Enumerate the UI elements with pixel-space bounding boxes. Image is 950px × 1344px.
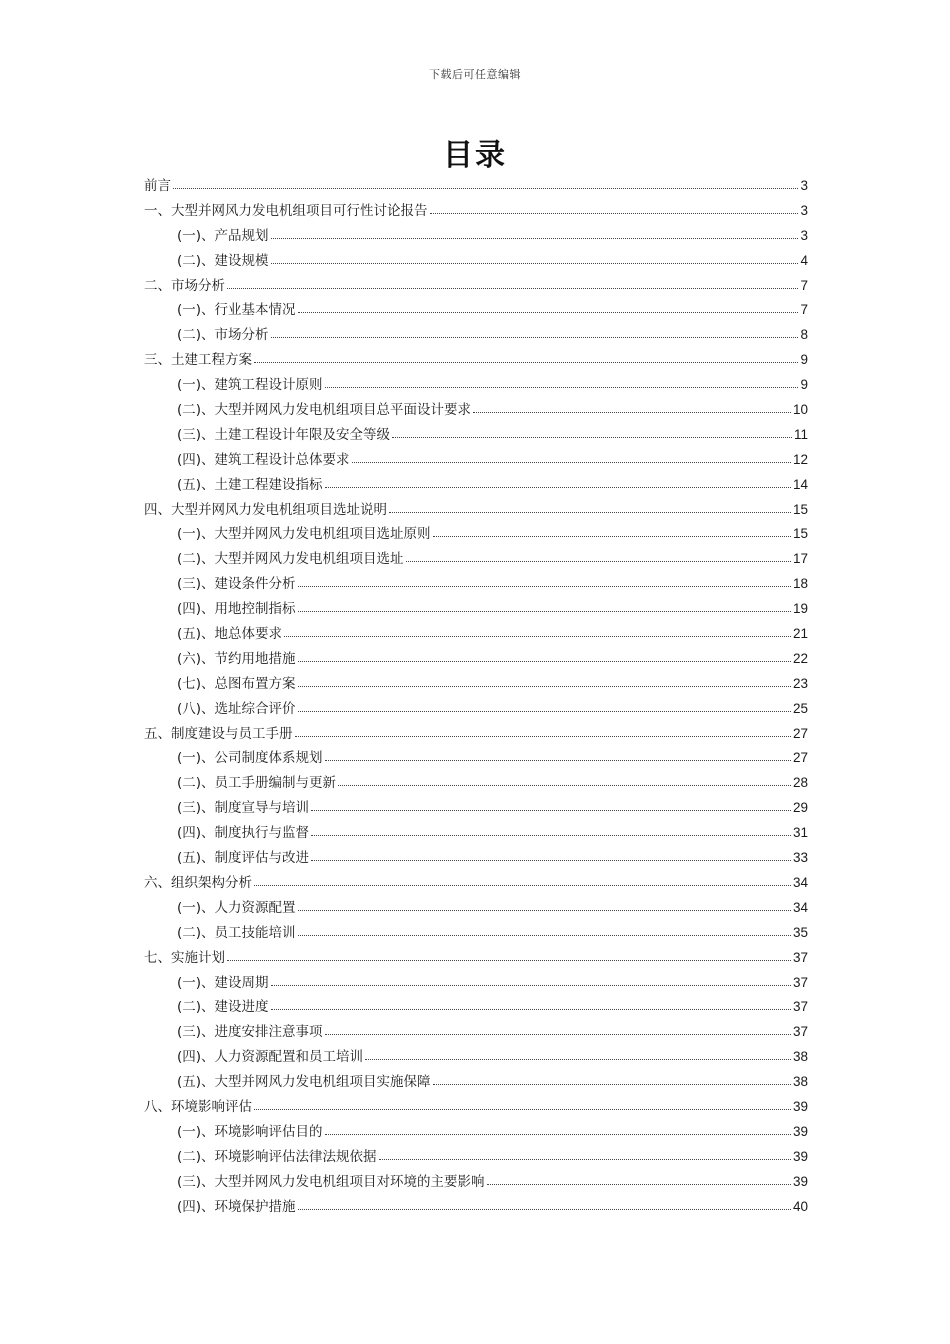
toc-entry-page: 14 bbox=[792, 476, 808, 492]
toc-entry-label: (四)、人力资源配置和员工培训 bbox=[177, 1049, 364, 1066]
toc-entry[interactable] bbox=[144, 348, 808, 373]
toc-entry-page: 19 bbox=[792, 601, 808, 617]
toc-entry-page: 23 bbox=[792, 675, 808, 691]
toc-entry-label: (二)、市场分析 bbox=[177, 327, 269, 344]
toc-entry-label: (三)、土建工程设计年限及安全等级 bbox=[177, 426, 391, 443]
toc-entry-page: 9 bbox=[800, 352, 808, 368]
toc-entry[interactable] bbox=[144, 946, 808, 971]
toc-entry-label: (二)、环境影响评估法律法规依据 bbox=[177, 1148, 377, 1165]
toc-entry-label: (一)、产品规划 bbox=[177, 227, 269, 244]
toc-entry-page: 4 bbox=[800, 252, 808, 268]
toc-dot-leader bbox=[352, 462, 791, 463]
toc-dot-leader bbox=[406, 561, 791, 562]
toc-dot-leader bbox=[298, 312, 799, 313]
toc-dot-leader bbox=[298, 686, 791, 687]
toc-dot-leader bbox=[325, 1134, 791, 1135]
toc-entry[interactable] bbox=[144, 1020, 808, 1045]
toc-entry-label: 七、实施计划 bbox=[144, 949, 225, 966]
toc-entry-label: (三)、制度宣导与培训 bbox=[177, 800, 310, 817]
toc-dot-leader bbox=[298, 611, 791, 612]
toc-entry[interactable] bbox=[144, 921, 808, 946]
toc-entry-page: 31 bbox=[792, 825, 808, 841]
toc-entry-page: 7 bbox=[800, 302, 808, 318]
toc-entry-label: (二)、员工技能培训 bbox=[177, 924, 296, 941]
toc-dot-leader bbox=[430, 213, 799, 214]
toc-entry-label: (四)、环境保护措施 bbox=[177, 1198, 296, 1215]
toc-entry-page: 27 bbox=[792, 750, 808, 766]
toc-entry[interactable] bbox=[144, 896, 808, 921]
toc-entry[interactable] bbox=[144, 1195, 808, 1220]
toc-entry[interactable] bbox=[144, 323, 808, 348]
toc-entry-page: 17 bbox=[792, 551, 808, 567]
toc-entry-page: 38 bbox=[792, 1049, 808, 1065]
toc-dot-leader bbox=[271, 337, 799, 338]
toc-dot-leader bbox=[173, 188, 798, 189]
toc-entry-label: 一、大型并网风力发电机组项目可行性讨论报告 bbox=[144, 202, 428, 219]
toc-entry[interactable] bbox=[144, 846, 808, 871]
toc-entry-page: 34 bbox=[792, 899, 808, 915]
toc-dot-leader bbox=[271, 263, 799, 264]
toc-dot-leader bbox=[311, 810, 791, 811]
toc-dot-leader bbox=[298, 935, 791, 936]
toc-entry-label: 六、组织架构分析 bbox=[144, 874, 252, 891]
toc-entry-page: 18 bbox=[792, 576, 808, 592]
toc-entry[interactable] bbox=[144, 1170, 808, 1195]
toc-entry[interactable] bbox=[144, 423, 808, 448]
toc-entry-label: (三)、建设条件分析 bbox=[177, 576, 296, 593]
toc-entry-page: 40 bbox=[792, 1198, 808, 1214]
toc-entry-page: 7 bbox=[800, 277, 808, 293]
toc-entry-label: (四)、制度执行与监督 bbox=[177, 825, 310, 842]
toc-entry-page: 37 bbox=[792, 999, 808, 1015]
toc-entry-label: (一)、大型并网风力发电机组项目选址原则 bbox=[177, 526, 431, 543]
toc-entry[interactable] bbox=[144, 1070, 808, 1095]
toc-entry[interactable] bbox=[144, 298, 808, 323]
header-note: 下载后可任意编辑 bbox=[429, 68, 521, 81]
toc-entry-page: 15 bbox=[792, 526, 808, 542]
toc-entry[interactable] bbox=[144, 1120, 808, 1145]
toc-entry[interactable] bbox=[144, 722, 808, 747]
toc-entry-page: 33 bbox=[792, 850, 808, 866]
toc-entry-label: (三)、进度安排注意事项 bbox=[177, 1024, 323, 1041]
toc-dot-leader bbox=[254, 885, 791, 886]
toc-entry-label: (一)、环境影响评估目的 bbox=[177, 1123, 323, 1140]
toc-entry-label: (五)、制度评估与改进 bbox=[177, 850, 310, 867]
toc-entry-label: (二)、大型并网风力发电机组项目总平面设计要求 bbox=[177, 402, 472, 419]
toc-entry[interactable] bbox=[144, 771, 808, 796]
toc-entry-page: 28 bbox=[792, 775, 808, 791]
toc-entry[interactable] bbox=[144, 547, 808, 572]
toc-dot-leader bbox=[487, 1184, 791, 1185]
toc-entry-page: 37 bbox=[792, 949, 808, 965]
toc-entry-page: 25 bbox=[792, 700, 808, 716]
toc-entry-page: 21 bbox=[792, 626, 808, 642]
toc-entry[interactable] bbox=[144, 1095, 808, 1120]
toc-entry[interactable] bbox=[144, 473, 808, 498]
toc-entry-label: 八、环境影响评估 bbox=[144, 1098, 252, 1115]
toc-entry-page: 12 bbox=[792, 451, 808, 467]
toc-entry[interactable] bbox=[144, 995, 808, 1020]
toc-dot-leader bbox=[433, 536, 791, 537]
toc-entry-label: (八)、选址综合评价 bbox=[177, 700, 296, 717]
toc-entry-page: 15 bbox=[792, 501, 808, 517]
toc-entry-label: (五)、大型并网风力发电机组项目实施保障 bbox=[177, 1074, 431, 1091]
toc-entry-page: 8 bbox=[800, 327, 808, 343]
toc-dot-leader bbox=[298, 711, 791, 712]
toc-entry[interactable] bbox=[144, 1145, 808, 1170]
toc-dot-leader bbox=[227, 960, 791, 961]
toc-entry[interactable] bbox=[144, 697, 808, 722]
toc-entry[interactable] bbox=[144, 871, 808, 896]
toc-dot-leader bbox=[298, 1209, 791, 1210]
toc-dot-leader bbox=[325, 760, 791, 761]
toc-entry-label: (六)、节约用地措施 bbox=[177, 650, 296, 667]
toc-entry-label: (五)、地总体要求 bbox=[177, 626, 283, 643]
toc-dot-leader bbox=[298, 661, 791, 662]
toc-entry-label: (一)、人力资源配置 bbox=[177, 899, 296, 916]
toc-entry[interactable] bbox=[144, 746, 808, 771]
toc-dot-leader bbox=[295, 736, 791, 737]
toc-entry-page: 9 bbox=[800, 377, 808, 393]
toc-dot-leader bbox=[311, 860, 791, 861]
toc-entry[interactable] bbox=[144, 373, 808, 398]
toc-entry-page: 29 bbox=[792, 800, 808, 816]
toc-entry-page: 3 bbox=[800, 178, 808, 193]
toc-dot-leader bbox=[284, 636, 791, 637]
toc-entry[interactable] bbox=[144, 971, 808, 996]
toc-entry[interactable] bbox=[144, 498, 808, 523]
toc-dot-leader bbox=[325, 1034, 791, 1035]
toc-dot-leader bbox=[227, 288, 798, 289]
toc-entry-label: (七)、总图布置方案 bbox=[177, 675, 296, 692]
toc-entry-page: 10 bbox=[792, 402, 808, 418]
toc-entry[interactable] bbox=[144, 672, 808, 697]
toc-list bbox=[144, 174, 808, 1219]
toc-entry-label: (二)、大型并网风力发电机组项目选址 bbox=[177, 551, 404, 568]
toc-entry[interactable] bbox=[144, 572, 808, 597]
toc-entry[interactable] bbox=[144, 1045, 808, 1070]
toc-dot-leader bbox=[298, 910, 791, 911]
toc-dot-leader bbox=[325, 387, 799, 388]
toc-entry-label: 前言 bbox=[144, 178, 171, 194]
toc-entry[interactable] bbox=[144, 224, 808, 249]
toc-dot-leader bbox=[254, 362, 798, 363]
toc-entry-page: 39 bbox=[792, 1148, 808, 1164]
toc-entry-label: (二)、建设规模 bbox=[177, 252, 269, 269]
toc-title: 目录 bbox=[443, 138, 507, 173]
toc-entry[interactable] bbox=[144, 448, 808, 473]
toc-entry-page: 37 bbox=[792, 1024, 808, 1040]
toc-entry-label: (一)、建设周期 bbox=[177, 974, 269, 991]
toc-entry-page: 39 bbox=[792, 1098, 808, 1114]
toc-entry-page: 37 bbox=[792, 974, 808, 990]
toc-entry[interactable] bbox=[144, 622, 808, 647]
toc-entry-label: (一)、行业基本情况 bbox=[177, 302, 296, 319]
toc-entry[interactable] bbox=[144, 174, 808, 199]
toc-entry-label: (一)、建筑工程设计原则 bbox=[177, 377, 323, 394]
toc-dot-leader bbox=[389, 512, 791, 513]
toc-entry-label: 二、市场分析 bbox=[144, 277, 225, 294]
toc-entry[interactable] bbox=[144, 597, 808, 622]
toc-dot-leader bbox=[379, 1159, 791, 1160]
toc-entry-page: 27 bbox=[792, 725, 808, 741]
toc-entry-page: 38 bbox=[792, 1074, 808, 1090]
toc-entry-label: (三)、大型并网风力发电机组项目对环境的主要影响 bbox=[177, 1173, 485, 1190]
toc-entry[interactable] bbox=[144, 398, 808, 423]
toc-entry[interactable] bbox=[144, 796, 808, 821]
toc-entry-page: 39 bbox=[792, 1123, 808, 1139]
toc-entry[interactable] bbox=[144, 522, 808, 547]
toc-entry[interactable] bbox=[144, 647, 808, 672]
toc-entry-page: 11 bbox=[793, 426, 808, 442]
toc-entry-page: 3 bbox=[800, 227, 808, 243]
toc-entry-page: 22 bbox=[792, 650, 808, 666]
toc-dot-leader bbox=[473, 412, 791, 413]
toc-entry-label: (五)、土建工程建设指标 bbox=[177, 476, 323, 493]
toc-entry-label: (四)、建筑工程设计总体要求 bbox=[177, 451, 350, 468]
toc-entry-label: 三、土建工程方案 bbox=[144, 352, 252, 369]
toc-entry-label: (一)、公司制度体系规划 bbox=[177, 750, 323, 767]
toc-entry-label: 四、大型并网风力发电机组项目选址说明 bbox=[144, 501, 387, 518]
toc-entry-label: 五、制度建设与员工手册 bbox=[144, 725, 293, 742]
toc-dot-leader bbox=[298, 586, 791, 587]
toc-entry-label: (二)、员工手册编制与更新 bbox=[177, 775, 337, 792]
toc-entry-label: (四)、用地控制指标 bbox=[177, 601, 296, 618]
toc-dot-leader bbox=[254, 1109, 791, 1110]
toc-dot-leader bbox=[433, 1084, 791, 1085]
toc-entry-page: 3 bbox=[800, 202, 808, 218]
toc-entry-page: 39 bbox=[792, 1173, 808, 1189]
toc-entry[interactable] bbox=[144, 274, 808, 299]
toc-entry-page: 34 bbox=[792, 874, 808, 890]
toc-entry-label: (二)、建设进度 bbox=[177, 999, 269, 1016]
toc-dot-leader bbox=[338, 785, 791, 786]
toc-dot-leader bbox=[392, 437, 792, 438]
toc-dot-leader bbox=[365, 1059, 791, 1060]
toc-dot-leader bbox=[271, 1009, 791, 1010]
toc-entry[interactable] bbox=[144, 199, 808, 224]
toc-dot-leader bbox=[325, 487, 791, 488]
toc-dot-leader bbox=[311, 835, 791, 836]
toc-entry[interactable] bbox=[144, 821, 808, 846]
toc-dot-leader bbox=[271, 985, 791, 986]
toc-entry-page: 35 bbox=[792, 924, 808, 940]
toc-entry[interactable] bbox=[144, 249, 808, 274]
toc-dot-leader bbox=[271, 238, 799, 239]
